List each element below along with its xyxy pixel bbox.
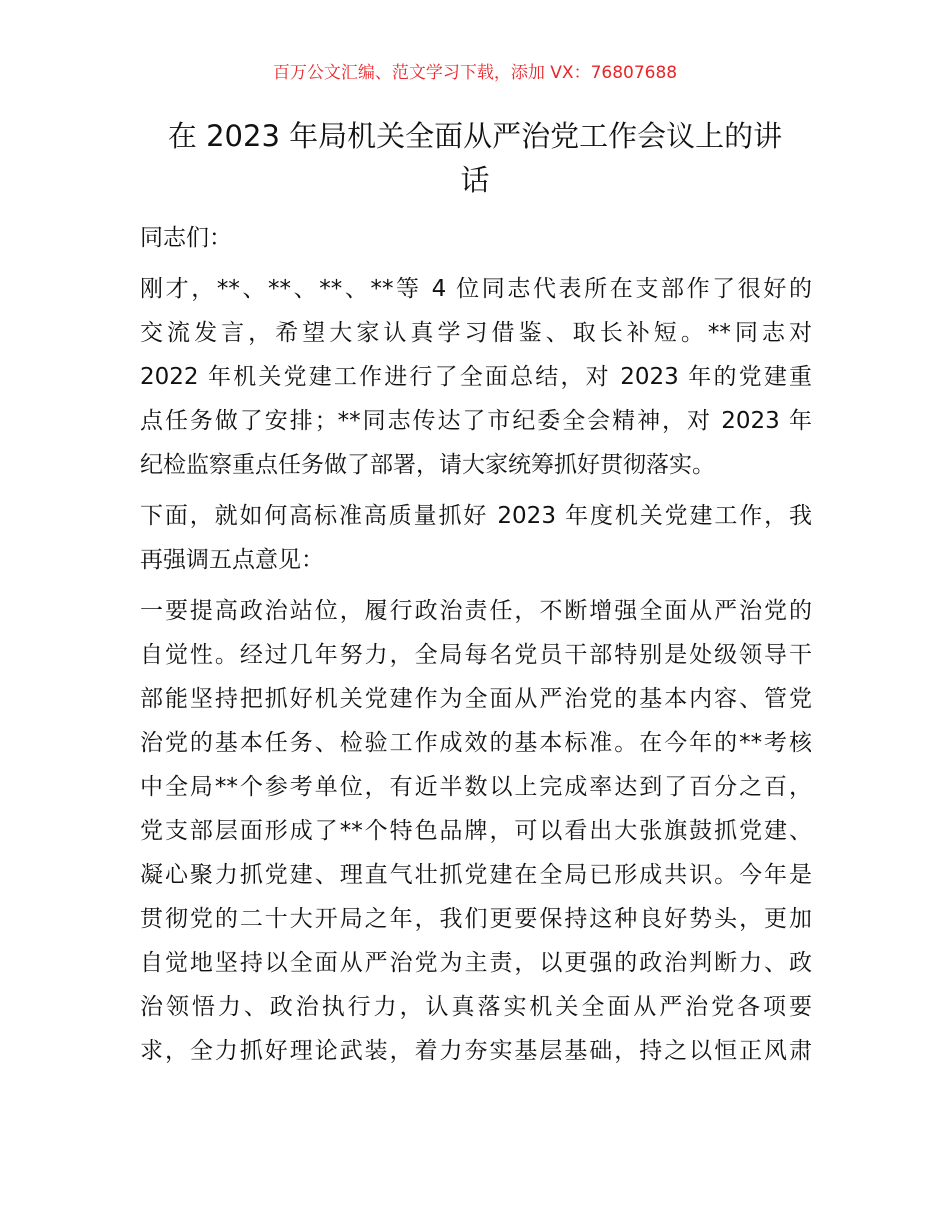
- text-line: 求，全力抓好理论武装，着力夯实基层基础，持之以恒正风肃: [140, 1038, 812, 1064]
- text-line: 点任务做了安排；**同志传达了市纪委全会精神，对 2023 年: [140, 408, 812, 434]
- text-line: 下面，就如何高标准高质量抓好 2023 年度机关党建工作，我: [140, 503, 812, 529]
- text-line: 2022 年机关党建工作进行了全面总结，对 2023 年的党建重: [140, 364, 812, 390]
- paragraph: [140, 589, 812, 1073]
- text-line: 治党的基本任务、检验工作成效的基本标准。在今年的**考核: [140, 730, 812, 756]
- paragraph: [140, 216, 812, 260]
- paragraph: [140, 267, 812, 487]
- text-line: 治领悟力、政治执行力，认真落实机关全面从严治党各项要: [140, 994, 812, 1020]
- text-line: 刚才，**、**、**、**等 4 位同志代表所在支部作了很好的: [140, 276, 812, 302]
- text-line: 纪检监察重点任务做了部署，请大家统筹抓好贯彻落实。: [140, 452, 715, 478]
- document-body: [140, 216, 812, 1080]
- text-line: 交流发言，希望大家认真学习借鉴、取长补短。**同志对: [140, 320, 812, 346]
- text-line: 自觉地坚持以全面从严治党为主责，以更强的政治判断力、政: [140, 950, 812, 976]
- text-line: 自觉性。经过几年努力，全局每名党员干部特别是处级领导干: [140, 642, 812, 668]
- text-line: 凝心聚力抓党建、理直气壮抓党建在全局已形成共识。今年是: [140, 862, 812, 888]
- text-line: 部能坚持把抓好机关党建作为全面从严治党的基本内容、管党: [140, 686, 812, 712]
- title-line: 话: [460, 163, 490, 197]
- watermark-header: 百万公文汇编、范文学习下载，添加 VX：76807688: [272, 63, 678, 83]
- text-line: 再强调五点意见：: [140, 547, 324, 573]
- paragraph: [140, 494, 812, 582]
- text-line: 中全局**个参考单位，有近半数以上完成率达到了百分之百，: [140, 774, 812, 800]
- title-line: 在 2023 年局机关全面从严治党工作会议上的讲: [167, 119, 783, 153]
- text-line: 一要提高政治站位，履行政治责任，不断增强全面从严治党的: [140, 598, 812, 624]
- text-line: 贯彻党的二十大开局之年，我们更要保持这种良好势头，更加: [140, 906, 812, 932]
- text-line: 党支部层面形成了**个特色品牌，可以看出大张旗鼓抓党建、: [140, 818, 812, 844]
- text-line: 同志们：: [140, 225, 232, 251]
- document-title: [140, 114, 810, 202]
